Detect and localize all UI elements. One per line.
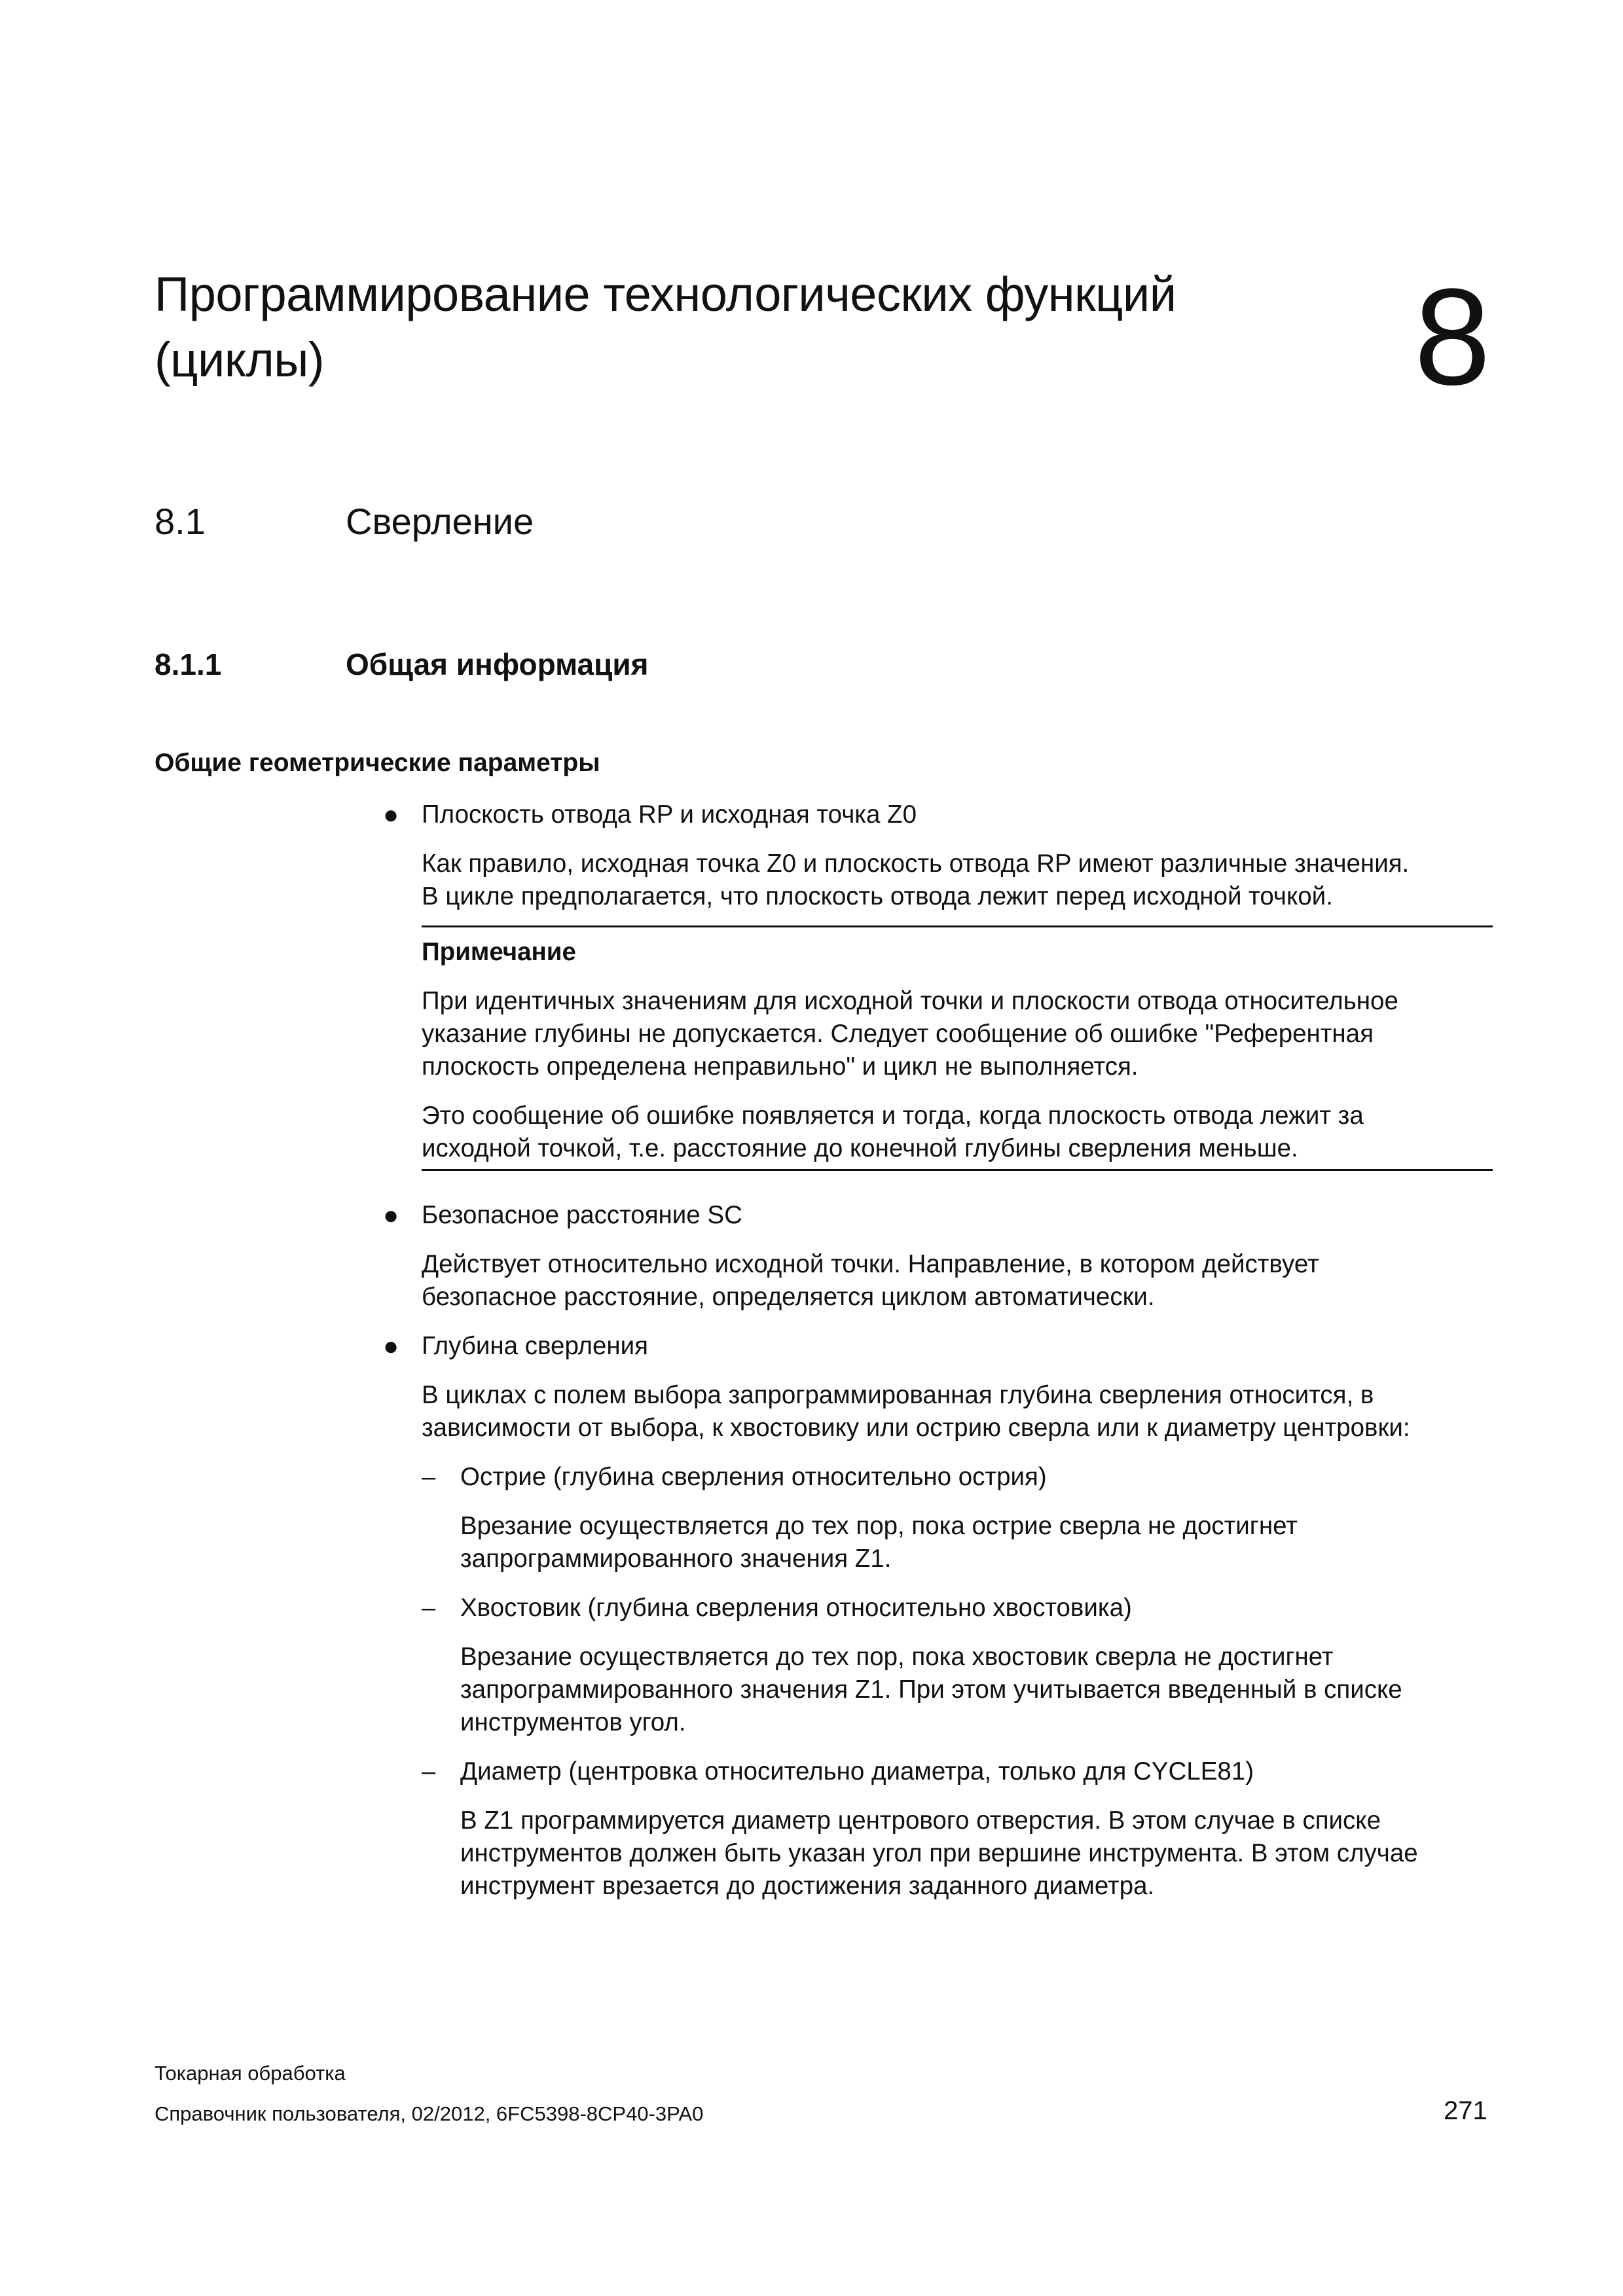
note-title: Примечание [422,938,576,966]
chapter-title [155,262,1346,393]
note-line: Это сообщение об ошибке появляется и тогда, когда плоскость отвода лежит за [422,1102,1364,1130]
subitem-title-shank: Хвостовик (глубина сверления относительно хвостовика) [460,1594,1132,1622]
subsection-number: 8.1.1 [155,647,222,681]
note-line: плоскость определена неправильно" и цикл не выполняется. [422,1052,1139,1081]
bullet-icon: ● [383,1332,399,1361]
paragraph-line: Врезание осуществляется до тех пор, пока хвостовик сверла не достигнет [460,1643,1334,1671]
bullet-icon: ● [383,800,399,829]
chapter-title-line-2: (циклы) [155,332,325,387]
dash-icon: – [422,1758,436,1785]
subitem-title-diameter: Диаметр (центровка относительно диаметра, только для CYCLE81) [460,1757,1254,1785]
note-line: указание глубины не допускается. Следует сообщение об ошибке "Референтная [422,1020,1374,1048]
paragraph-line: Как правило, исходная точка Z0 и плоскость отвода RP имеют различные значения. [422,850,1410,878]
paragraph-line: Врезание осуществляется до тех пор, пока острие сверла не достигнет [460,1512,1298,1540]
paragraph-line: зависимости от выбора, к хвостовику или острию сверла или к диаметру центровки: [422,1414,1410,1442]
page-number: 271 [1444,2096,1487,2125]
paragraph-line: Действует относительно исходной точки. Направление, в котором действует [422,1250,1319,1278]
chapter-title-line-1: Программирование технологических функций [155,267,1176,321]
section-title: Сверление [346,501,534,542]
dash-icon: – [422,1463,436,1491]
footer-title: Токарная обработка [155,2062,346,2085]
chapter-number: 8 [1414,260,1491,414]
subsection-title: Общая информация [346,647,649,681]
item-title-retract-plane: Плоскость отвода RP и исходная точка Z0 [422,800,917,829]
subitem-title-tip: Острие (глубина сверления относительно острия) [460,1463,1047,1491]
paragraph-line: безопасное расстояние, определяется циклом автоматически. [422,1283,1155,1311]
paragraph-line: инструмент врезается до достижения заданного диаметра. [460,1872,1155,1900]
dash-icon: – [422,1594,436,1622]
item-title-safety-distance: Безопасное расстояние SC [422,1201,742,1229]
note-top-rule [422,925,1493,927]
paragraph-line: инструментов должен быть указан угол при вершине инструмента. В этом случае [460,1839,1418,1867]
parameters-heading: Общие геометрические параметры [155,749,600,777]
bullet-icon: ● [383,1201,399,1230]
paragraph-line: инструментов угол. [460,1708,686,1736]
paragraph-line: В циклах с полем выбора запрограммированная глубина сверления относится, в [422,1381,1374,1409]
paragraph-line: запрограммированного значения Z1. [460,1545,892,1573]
paragraph-line: В Z1 программируется диаметр центрового отверстия. В этом случае в списке [460,1806,1381,1835]
note-line: исходной точкой, т.е. расстояние до конечной глубины сверления меньше. [422,1134,1298,1162]
paragraph-line: запрограммированного значения Z1. При этом учитывается введенный в списке [460,1676,1402,1704]
footer-manual-info: Справочник пользователя, 02/2012, 6FC5398-8CP40-3PA0 [155,2102,704,2125]
note-bottom-rule [422,1169,1493,1171]
section-number: 8.1 [155,501,206,542]
item-title-drilling-depth: Глубина сверления [422,1332,649,1360]
note-line: При идентичных значениям для исходной точки и плоскости отвода относительное [422,987,1398,1015]
paragraph-line: В цикле предполагается, что плоскость отвода лежит перед исходной точкой. [422,882,1333,910]
